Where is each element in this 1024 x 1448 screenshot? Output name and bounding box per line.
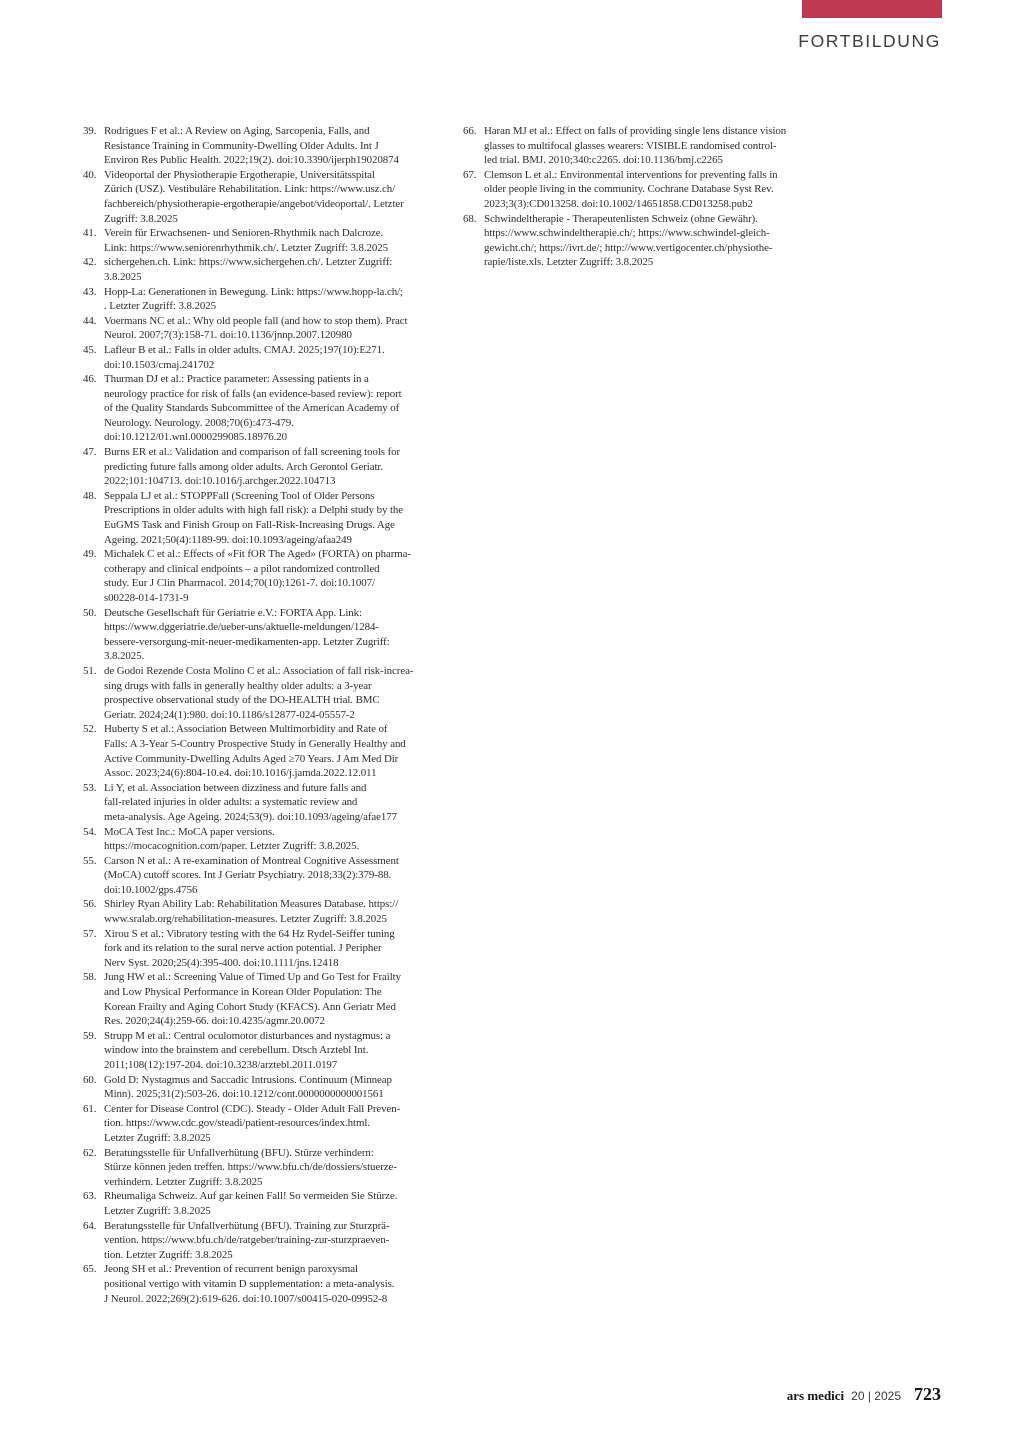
reference-line: Neurol. 2007;7(3):158-71. doi:10.1136/jnnp.2007.120980 (104, 329, 352, 342)
reference-line: Center for Disease Control (CDC). Steady - Older Adult Fall Preven- (104, 1102, 401, 1115)
reference-number: 67. (463, 168, 477, 181)
reference-line: verhindern. Letzter Zugriff: 3.8.2025 (104, 1175, 263, 1188)
reference-line: Minn). 2025;31(2):503-26. doi:10.1212/cont.0000000000001561 (104, 1088, 384, 1101)
reference-text (104, 854, 441, 898)
reference-item (463, 168, 821, 212)
reference-line: Clemson L et al.: Environmental interventions for preventing falls in (484, 168, 778, 181)
reference-line: Schwindeltherapie - Therapeutenlisten Schweiz (ohne Gewähr). (484, 212, 758, 225)
reference-number: 44. (83, 314, 97, 327)
reference-line: https://mocacognition.com/paper. Letzter Zugriff: 3.8.2025. (104, 840, 360, 853)
reference-item (83, 897, 441, 926)
reference-line: Resistance Training in Community-Dwelling Older Adults. Int J (104, 139, 379, 152)
reference-item (83, 372, 441, 445)
reference-line: Prescriptions in older adults with high fall risk): a Delphi study by the (104, 504, 404, 517)
reference-line: J Neurol. 2022;269(2):619-626. doi:10.1007/s00415-020-09952-8 (104, 1292, 388, 1305)
reference-item (83, 854, 441, 898)
reference-text (484, 124, 821, 168)
reference-line: Nerv Syst. 2020;25(4):395-400. doi:10.1111/jns.12418 (104, 956, 339, 969)
reference-text (104, 445, 441, 489)
reference-item (83, 1189, 441, 1218)
reference-number: 43. (83, 285, 97, 298)
journal-name: ars medici (786, 1388, 845, 1403)
references-right-column (463, 124, 821, 270)
reference-line: Lafleur B et al.: Falls in older adults. CMAJ. 2025;197(10):E271. (104, 343, 385, 356)
reference-line: (MoCA) cutoff scores. Int J Geriatr Psychiatry. 2018;33(2):379-88. (104, 869, 392, 882)
reference-line: older people living in the community. Cochrane Database Syst Rev. (484, 183, 774, 196)
reference-line: Xirou S et al.: Vibratory testing with the 64 Hz Rydel-Seiffer tuning (104, 927, 395, 940)
page-footer (787, 1384, 941, 1405)
reference-text (104, 285, 441, 314)
reference-line: sing drugs with falls in generally healthy older adults: a 3-year (104, 679, 372, 692)
reference-text (104, 226, 441, 255)
reference-text (104, 1073, 441, 1102)
reference-line: Res. 2020;24(4):259-66. doi:10.4235/agmr.20.0072 (104, 1015, 325, 1028)
reference-line: Letzter Zugriff: 3.8.2025 (104, 1131, 211, 1144)
reference-number: 46. (83, 373, 97, 386)
reference-text (104, 927, 441, 971)
reference-line: Assoc. 2023;24(6):804-10.e4. doi:10.1016/j.jamda.2022.12.011 (104, 767, 377, 780)
reference-line: Ageing. 2021;50(4):1189-99. doi:10.1093/ageing/afaa249 (104, 533, 352, 546)
reference-line: Thurman DJ et al.: Practice parameter: Assessing patients in a (104, 373, 369, 386)
reference-line: Hopp-La: Generationen in Bewegung. Link: https://www.hopp-la.ch/; (104, 285, 403, 298)
reference-item (463, 124, 821, 168)
reference-number: 50. (83, 606, 97, 619)
reference-line: 3.8.2025 (104, 270, 142, 283)
reference-line: Michalek C et al.: Effects of «Fit fOR The Aged» (FORTA) on pharma- (104, 548, 411, 561)
reference-line: Neurology. Neurology. 2008;70(6):473-479. (104, 416, 294, 429)
reference-line: Geriatr. 2024;24(1):980. doi:10.1186/s12877-024-05557-2 (104, 708, 355, 721)
reference-item (83, 1146, 441, 1190)
reference-text (104, 606, 441, 664)
reference-line: gewicht.ch/; https://ivrt.de/; http://www.vertigocenter.ch/physiothe- (484, 241, 773, 254)
reference-line: www.sralab.org/rehabilitation-measures. Letzter Zugriff: 3.8.2025 (104, 913, 387, 926)
reference-item (83, 927, 441, 971)
reference-line: Rodrigues F et al.: A Review on Aging, Sarcopenia, Falls, and (104, 125, 370, 137)
reference-text (104, 664, 441, 722)
reference-item (83, 1262, 441, 1306)
reference-line: Deutsche Gesellschaft für Geriatrie e.V.: FORTA App. Link: (104, 606, 362, 619)
reference-text (104, 722, 441, 780)
reference-item (83, 168, 441, 226)
reference-number: 64. (83, 1219, 97, 1232)
reference-item (83, 445, 441, 489)
reference-line: MoCA Test Inc.: MoCA paper versions. (104, 825, 275, 838)
reference-line: doi:10.1212/01.wnl.0000299085.18976.20 (104, 431, 288, 444)
reference-line: Seppala LJ et al.: STOPPFall (Screening Tool of Older Persons (104, 489, 375, 502)
reference-number: 59. (83, 1029, 97, 1042)
reference-line: Voermans NC et al.: Why old people fall (and how to stop them). Pract (104, 314, 408, 327)
reference-line: 2011;108(12):197-204. doi:10.3238/arztebl.2011.0197 (104, 1059, 338, 1071)
reference-text (104, 168, 441, 226)
reference-text (104, 1262, 441, 1306)
reference-text (104, 372, 441, 445)
page-number: 723 (914, 1384, 941, 1404)
reference-item (83, 255, 441, 284)
reference-line: study. Eur J Clin Pharmacol. 2014;70(10):1261-7. doi:10.1007/ (104, 577, 375, 590)
reference-item (83, 547, 441, 605)
reference-line: Jung HW et al.: Screening Value of Timed Up and Go Test for Frailty (104, 971, 401, 984)
reference-number: 55. (83, 854, 97, 867)
reference-item (83, 1219, 441, 1263)
reference-line: fachbereich/physiotherapie-ergotherapie/angebot/videoportal/. Letzter (104, 197, 404, 210)
reference-text (104, 897, 441, 926)
reference-number: 56. (83, 898, 97, 911)
reference-number: 48. (83, 489, 97, 502)
reference-item (83, 970, 441, 1028)
reference-item (83, 226, 441, 255)
reference-line: de Godoi Rezende Costa Molino C et al.: Association of fall risk-increa- (104, 664, 414, 677)
reference-line: 2022;101:104713. doi:10.1016/j.archger.2022.104713 (104, 475, 336, 488)
reference-line: cotherapy and clinical endpoints – a pilot randomized controlled (104, 562, 380, 575)
reference-line: Shirley Ryan Ability Lab: Rehabilitation Measures Database. https:// (104, 898, 399, 911)
reference-line: Strupp M et al.: Central oculomotor disturbances and nystagmus: a (104, 1029, 391, 1042)
reference-text (104, 547, 441, 605)
reference-number: 57. (83, 927, 97, 940)
reference-line: fall-related injuries in older adults: a systematic review and (104, 796, 358, 809)
reference-line: led trial. BMJ. 2010;340:c2265. doi:10.1136/bmj.c2265 (484, 154, 723, 167)
reference-number: 53. (83, 781, 97, 794)
accent-bar (802, 0, 942, 18)
reference-line: bessere-versorgung-mit-neuer-medikamenten-app. Letzter Zugriff: (104, 635, 390, 648)
reference-text (104, 1102, 441, 1146)
reference-text (484, 212, 821, 270)
reference-number: 60. (83, 1073, 97, 1086)
reference-text (484, 168, 821, 212)
reference-number: 65. (83, 1263, 97, 1276)
reference-line: Verein für Erwachsenen- und Senioren-Rhythmik nach Dalcroze. (104, 227, 384, 240)
reference-line: Falls: A 3-Year 5-Country Prospective Study in Generally Healthy and (104, 737, 406, 750)
reference-line: s00228-014-1731-9 (104, 592, 189, 604)
reference-line: Jeong SH et al.: Prevention of recurrent benign paroxysmal (104, 1263, 358, 1276)
reference-number: 39. (83, 125, 97, 137)
reference-line: tion. https://www.cdc.gov/steadi/patient-resources/index.html. (104, 1117, 370, 1130)
reference-line: Link: https://www.seniorenrhythmik.ch/. Letzter Zugriff: 3.8.2025 (104, 241, 388, 254)
reference-item (83, 124, 441, 168)
reference-line: doi:10.1002/gps.4756 (104, 883, 198, 896)
reference-line: Rheumaliga Schweiz. Auf gar keinen Fall! So vermeiden Sie Stürze. (104, 1190, 398, 1203)
reference-line: Beratungsstelle für Unfallverhütung (BFU). Stürze verhindern: (104, 1146, 374, 1159)
reference-number: 47. (83, 446, 97, 459)
reference-line: Burns ER et al.: Validation and comparison of fall screening tools for (104, 446, 401, 459)
reference-line: tion. Letzter Zugriff: 3.8.2025 (104, 1248, 233, 1261)
reference-number: 51. (83, 664, 97, 677)
reference-item (83, 1073, 441, 1102)
reference-text (104, 255, 441, 284)
reference-line: prospective observational study of the DO-HEALTH trial. BMC (104, 694, 380, 707)
issue-info: 20 | 2025 (851, 1389, 901, 1403)
reference-text (104, 1189, 441, 1218)
reference-line: Carson N et al.: A re-examination of Montreal Cognitive Assessment (104, 854, 399, 867)
reference-line: Li Y, et al. Association between dizziness and future falls and (104, 781, 367, 794)
reference-item (83, 314, 441, 343)
references-left-column (83, 124, 441, 1306)
reference-line: https://www.dggeriatrie.de/ueber-uns/aktuelle-meldungen/1284- (104, 621, 379, 634)
reference-number: 40. (83, 168, 97, 181)
reference-line: meta-analysis. Age Ageing. 2024;53(9). doi:10.1093/ageing/afae177 (104, 810, 398, 823)
reference-item (83, 489, 441, 547)
reference-item (83, 343, 441, 372)
reference-number: 52. (83, 723, 97, 736)
reference-line: neurology practice for risk of falls (an evidence-based review): report (104, 387, 402, 400)
reference-line: EuGMS Task and Finish Group on Fall-Risk-Increasing Drugs. Age (104, 519, 395, 532)
reference-number: 66. (463, 125, 477, 137)
reference-item (83, 722, 441, 780)
reference-number: 62. (83, 1146, 97, 1159)
reference-text (104, 124, 441, 168)
reference-line: Huberty S et al.: Association Between Multimorbidity and Rate of (104, 723, 388, 736)
reference-line: 3.8.2025. (104, 650, 145, 663)
reference-text (104, 489, 441, 547)
reference-text (104, 781, 441, 825)
reference-line: Beratungsstelle für Unfallverhütung (BFU). Training zur Sturzprä- (104, 1219, 390, 1232)
reference-item (83, 664, 441, 722)
reference-text (104, 343, 441, 372)
reference-line: glasses to multifocal glasses wearers: VISIBLE randomised control- (484, 139, 777, 152)
reference-line: positional vertigo with vitamin D supplementation: a meta-analysis. (104, 1277, 395, 1290)
reference-line: Korean Frailty and Aging Cohort Study (KFACS). Ann Geriatr Med (104, 1000, 396, 1013)
reference-item (83, 825, 441, 854)
reference-text (104, 1219, 441, 1263)
reference-line: window into the brainstem and cerebellum. Dtsch Arztebl Int. (104, 1044, 369, 1057)
reference-item (83, 781, 441, 825)
reference-line: . Letzter Zugriff: 3.8.2025 (104, 300, 216, 313)
reference-number: 54. (83, 825, 97, 838)
reference-line: rapie/liste.xls. Letzter Zugriff: 3.8.2025 (484, 256, 654, 269)
reference-line: of the Quality Standards Subcommittee of the American Academy of (104, 402, 400, 415)
reference-line: Videoportal der Physiotherapie Ergotherapie, Universitätsspital (104, 168, 375, 181)
reference-line: Zürich (USZ). Vestibuläre Rehabilitation. Link: https://www.usz.ch/ (104, 183, 396, 196)
reference-line: sichergehen.ch. Link: https://www.sichergehen.ch/. Letzter Zugriff: (104, 256, 393, 269)
reference-line: fork and its relation to the sural nerve action potential. J Peripher (104, 942, 382, 955)
reference-text (104, 970, 441, 1028)
reference-number: 42. (83, 256, 97, 269)
reference-line: Zugriff: 3.8.2025 (104, 212, 178, 225)
reference-number: 63. (83, 1190, 97, 1203)
page-header-title: FORTBILDUNG (798, 31, 941, 51)
reference-number: 45. (83, 343, 97, 356)
reference-line: Environ Res Public Health. 2022;19(2). doi:10.3390/ijerph19020874 (104, 154, 399, 167)
reference-line: Gold D: Nystagmus and Saccadic Intrusions. Continuum (Minneap (104, 1073, 392, 1086)
reference-line: Letzter Zugriff: 3.8.2025 (104, 1204, 211, 1217)
reference-number: 41. (83, 227, 97, 240)
reference-text (104, 314, 441, 343)
reference-line: vention. https://www.bfu.ch/de/ratgeber/training-zur-sturzpraeven- (104, 1234, 390, 1247)
reference-line: 2023;3(3):CD013258. doi:10.1002/14651858.CD013258.pub2 (484, 197, 753, 210)
reference-item (83, 1029, 441, 1073)
reference-line: https://www.schwindeltherapie.ch/; https://www.schwindel-gleich- (484, 227, 770, 240)
reference-item (83, 606, 441, 664)
reference-line: doi:10.1503/cmaj.241702 (104, 358, 215, 371)
reference-item (83, 1102, 441, 1146)
reference-text (104, 1029, 441, 1073)
reference-number: 49. (83, 548, 97, 561)
reference-number: 68. (463, 212, 477, 225)
reference-text (104, 825, 441, 854)
reference-line: Active Community-Dwelling Adults Aged ≥70 Years. J Am Med Dir (104, 752, 399, 765)
reference-number: 58. (83, 971, 97, 984)
reference-line: Haran MJ et al.: Effect on falls of providing single lens distance vision (484, 125, 787, 137)
reference-item (463, 212, 821, 270)
reference-text (104, 1146, 441, 1190)
reference-line: Stürze können jeden treffen. https://www.bfu.ch/de/dossiers/stuerze- (104, 1161, 397, 1174)
reference-item (83, 285, 441, 314)
reference-number: 61. (83, 1102, 97, 1115)
reference-line: and Low Physical Performance in Korean Older Population: The (104, 986, 382, 999)
reference-line: predicting future falls among older adults. Arch Gerontol Geriatr. (104, 460, 384, 473)
